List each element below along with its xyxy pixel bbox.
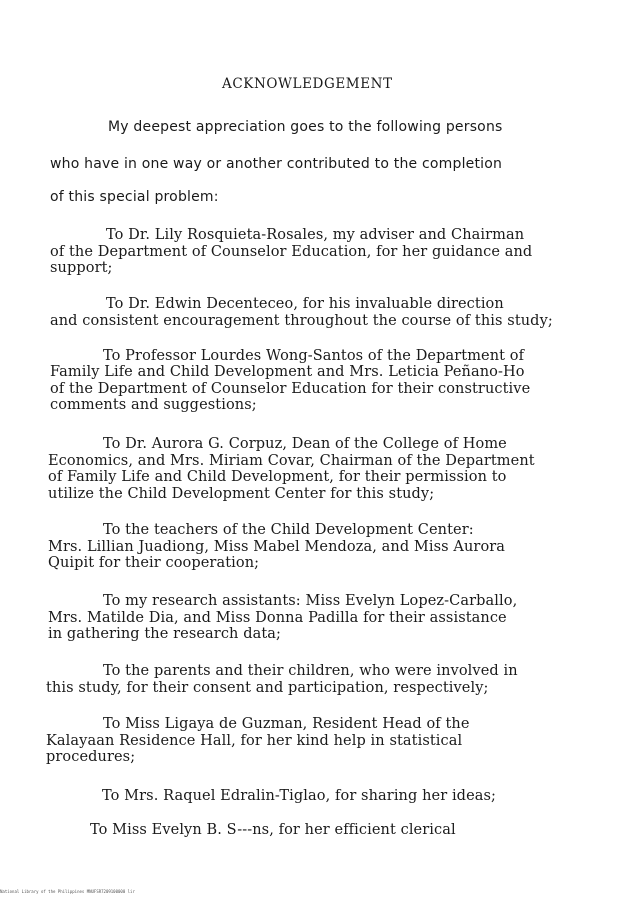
paragraph-line: To Dr. Aurora G. Corpuz, Dean of the College of Home (103, 436, 507, 452)
paragraph-line: Mrs. Lillian Juadiong, Miss Mabel Mendoza, and Miss Aurora (48, 539, 506, 555)
paragraph-line: this study, for their consent and participation, respectively; (46, 680, 489, 696)
document-title: ACKNOWLEDGEMENT (222, 76, 393, 92)
paragraph-line: of the Department of Counselor Education, for her guidance and (50, 244, 533, 260)
paragraph-line: To the teachers of the Child Development Center: (103, 522, 474, 538)
paragraph-line: To Dr. Edwin Decenteceo, for his invaluable direction (106, 296, 504, 312)
paragraph-line: comments and suggestions; (50, 397, 257, 413)
paragraph-line: in gathering the research data; (48, 626, 281, 642)
paragraph-line: Economics, and Mrs. Miriam Covar, Chairman of the Department (48, 453, 535, 469)
paragraph-line: of the Department of Counselor Education for their constructive (50, 381, 531, 397)
paragraph-line: To Miss Ligaya de Guzman, Resident Head of the (103, 716, 470, 732)
paragraph-line: To Miss Evelyn B. S---ns, for her efficient clerical (90, 822, 456, 838)
intro-line: who have in one way or another contributed to the completion (50, 156, 503, 172)
paragraph-line: To Dr. Lily Rosquieta-Rosales, my adviser and Chairman (106, 227, 525, 243)
paragraph-line: procedures; (46, 749, 136, 765)
paragraph-line: To the parents and their children, who were involved in (103, 663, 518, 679)
scan-footer: National Library of the Philippines MNUFSR7209100000 lir (0, 889, 135, 894)
paragraph-line: To Mrs. Raquel Edralin-Tiglao, for sharing her ideas; (102, 788, 497, 804)
intro-line: of this special problem: (50, 189, 219, 205)
paragraph-line: Mrs. Matilde Dia, and Miss Donna Padilla for their assistance (48, 610, 507, 626)
paragraph-line: utilize the Child Development Center for this study; (48, 486, 435, 502)
paragraph-line: of Family Life and Child Development, for their permission to (48, 469, 507, 485)
paragraph-line: Family Life and Child Development and Mrs. Leticia Peñano-Ho (50, 364, 525, 380)
paragraph-line: Quipit for their cooperation; (48, 555, 260, 571)
intro-line: My deepest appreciation goes to the following persons (108, 119, 503, 135)
paragraph-line: Kalayaan Residence Hall, for her kind help in statistical (46, 733, 463, 749)
paragraph-line: To Professor Lourdes Wong-Santos of the Department of (103, 348, 525, 364)
paragraph-line: and consistent encouragement throughout the course of this study; (50, 313, 553, 329)
paragraph-line: support; (50, 260, 113, 276)
paragraph-line: To my research assistants: Miss Evelyn Lopez-Carballo, (103, 593, 518, 609)
